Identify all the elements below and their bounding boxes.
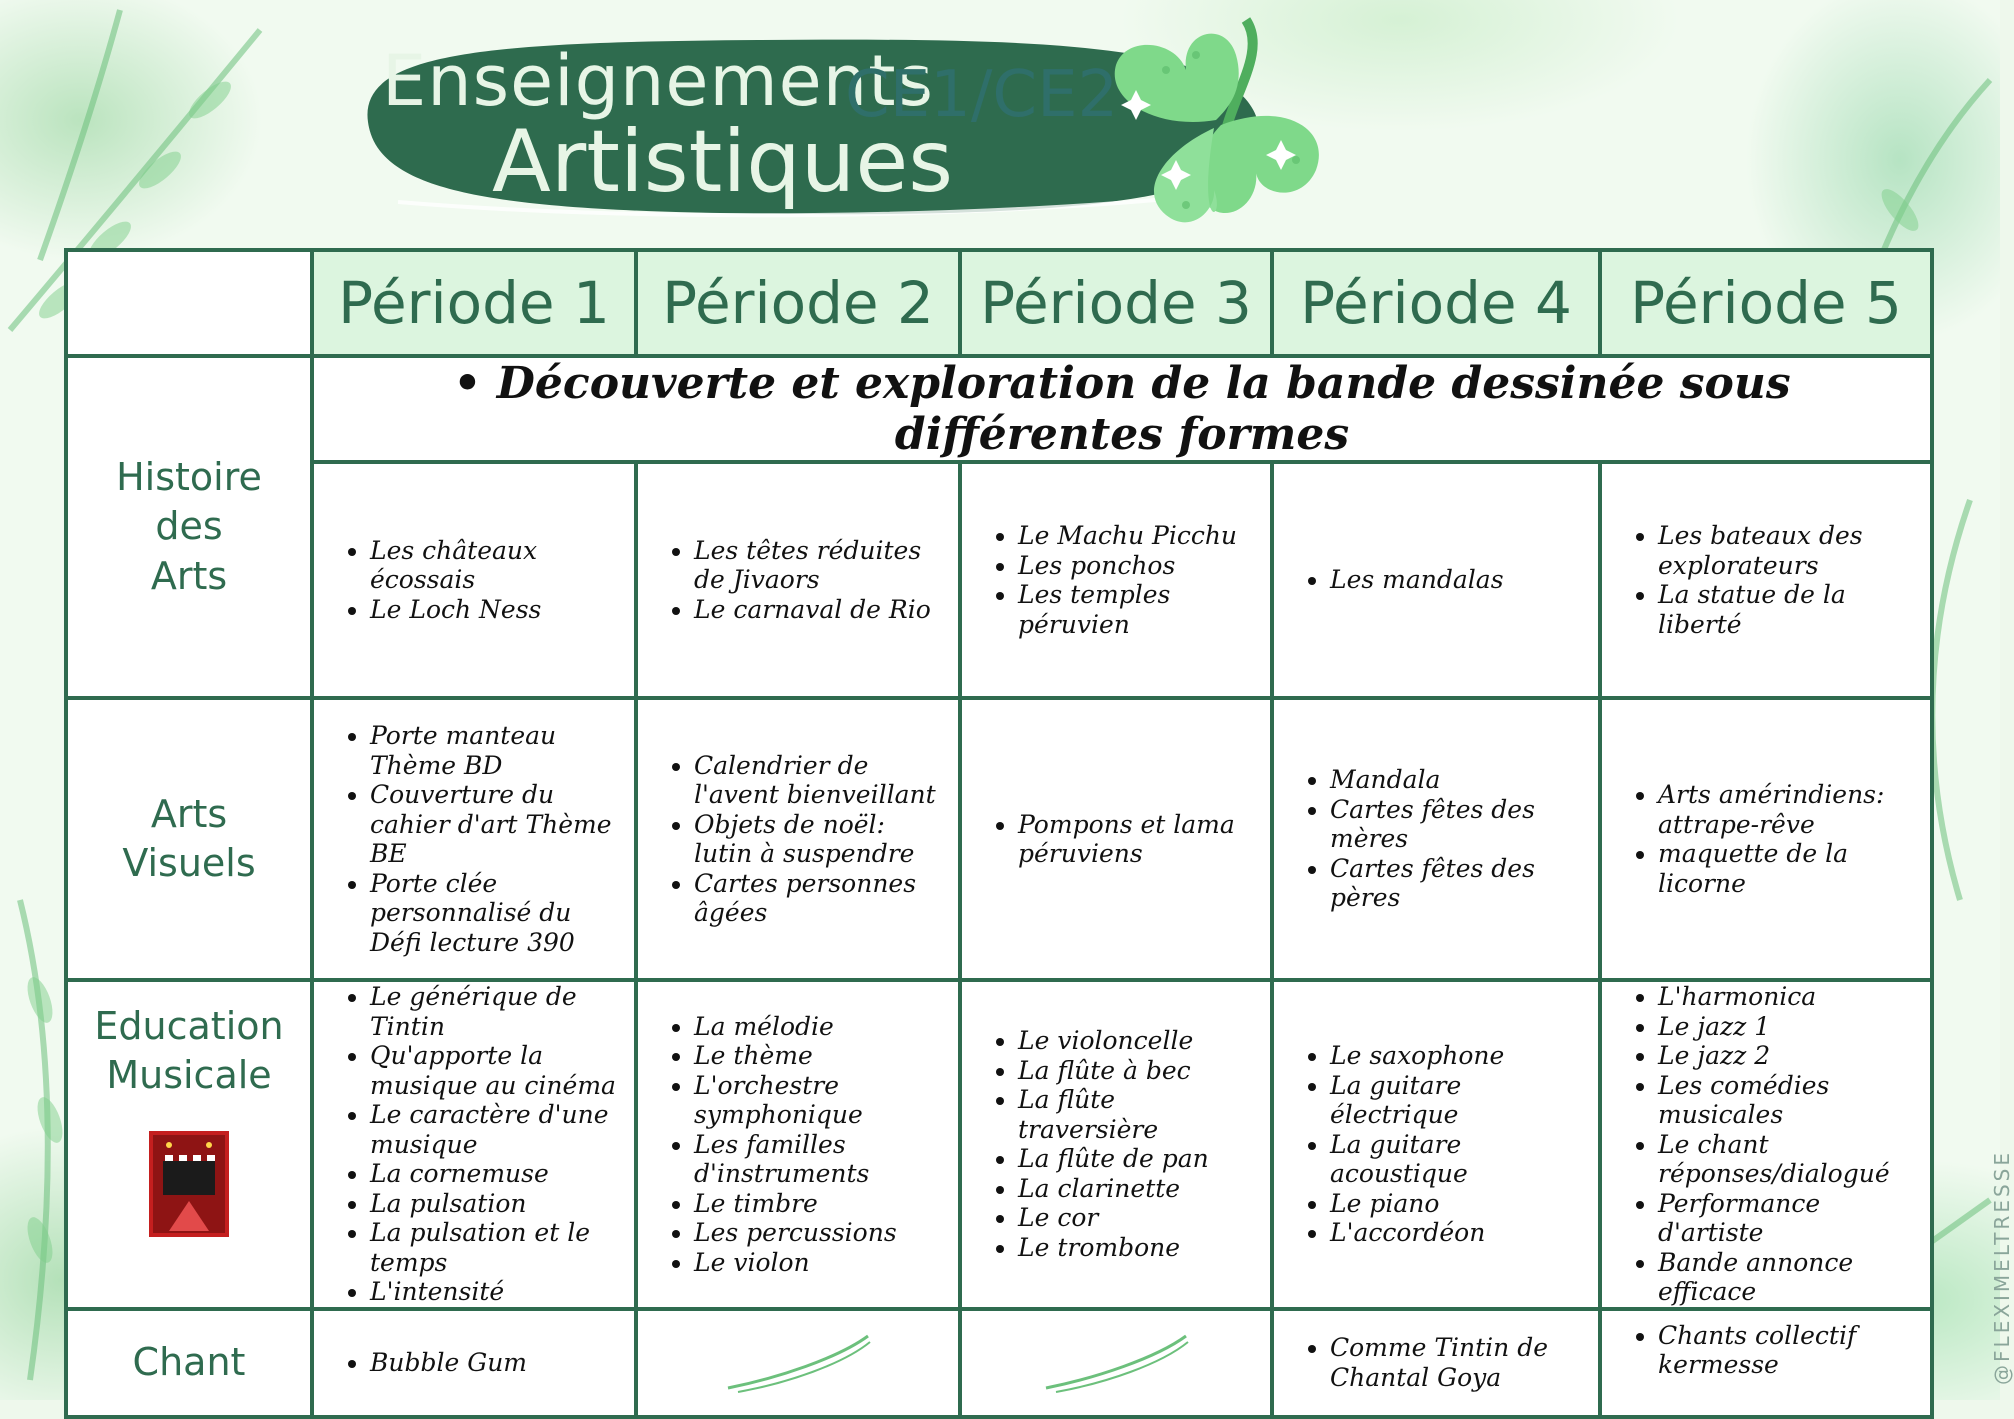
- bd-banner: [312, 356, 1932, 462]
- chant-row: [66, 1309, 1932, 1417]
- list-item: • La clarinette: [1018, 1174, 1260, 1204]
- list-item: • Comme Tintin de Chantal Goya: [1330, 1333, 1588, 1392]
- list-item: • Mandala: [1330, 765, 1588, 795]
- bd-banner-text: Découverte et exploration de la bande dessinée sous différentes formes: [496, 358, 1791, 460]
- arts-visuels-p2-cell: [636, 698, 960, 980]
- list-item: • Les ponchos: [1018, 551, 1260, 581]
- bullet-list: [314, 1348, 634, 1378]
- period-4-header: Période 4: [1272, 250, 1600, 356]
- list-item: • Le générique de Tintin: [370, 982, 624, 1041]
- list-item: • La mélodie: [694, 1012, 948, 1042]
- list-item: • Les comédies musicales: [1658, 1071, 1920, 1130]
- list-item: • Objets de noël: lutin à suspendre: [694, 810, 948, 869]
- bullet-list: [1274, 765, 1598, 913]
- list-item: • L'orchestre symphonique: [694, 1071, 948, 1130]
- list-item: • Bubble Gum: [370, 1348, 624, 1378]
- bullet: •: [453, 358, 497, 409]
- list-item: • Le piano: [1330, 1189, 1588, 1219]
- histoire-p5-cell: [1600, 462, 1932, 698]
- list-item: • La flûte à bec: [1018, 1056, 1260, 1086]
- education-musicale-p2-cell: [636, 980, 960, 1309]
- row-label-chant: [66, 1309, 312, 1417]
- list-item: • Le saxophone: [1330, 1041, 1588, 1071]
- bullet-list: [962, 810, 1270, 869]
- bullet-list: [962, 1026, 1270, 1262]
- page-title-line1: Enseignements: [382, 40, 934, 122]
- chant-p1-cell: [312, 1309, 636, 1417]
- period-header-row: [66, 250, 1932, 356]
- bullet-list: [1602, 982, 1930, 1307]
- list-item: • Les percussions: [694, 1218, 948, 1248]
- histoire-row: [66, 462, 1932, 698]
- list-item: • Les châteaux écossais: [370, 536, 624, 595]
- cinema-clapper-icon: [149, 1131, 229, 1237]
- list-item: • Le thème: [694, 1041, 948, 1071]
- list-item: • maquette de la licorne: [1658, 839, 1920, 898]
- education-musicale-p5-cell: [1600, 980, 1932, 1309]
- histoire-banner-row: [66, 356, 1932, 462]
- bullet-list: [1274, 1041, 1598, 1248]
- list-item: • Le carnaval de Rio: [694, 595, 948, 625]
- list-item: • Le jazz 1: [1658, 1012, 1920, 1042]
- bullet-list: [638, 1012, 958, 1278]
- list-item: • L'harmonica: [1658, 982, 1920, 1012]
- chant-p5-cell: [1600, 1309, 1932, 1417]
- list-item: • La cornemuse: [370, 1159, 624, 1189]
- arts-visuels-p1-cell: [312, 698, 636, 980]
- histoire-p4-cell: [1272, 462, 1600, 698]
- chant-p3-cell: [960, 1309, 1272, 1417]
- page-title-line2: Artistiques: [492, 112, 954, 212]
- arts-visuels-p5-cell: [1600, 698, 1932, 980]
- chant-p2-cell: [636, 1309, 960, 1417]
- arts-visuels-row: [66, 698, 1932, 980]
- row-label-line: Arts: [150, 791, 228, 836]
- list-item: • Les mandalas: [1330, 565, 1588, 595]
- list-item: • La guitare acoustique: [1330, 1130, 1588, 1189]
- row-label-education-musicale: [66, 980, 312, 1309]
- bullet-list: [1602, 521, 1930, 639]
- period-3-header: Période 3: [960, 250, 1272, 356]
- corner-cell: [66, 250, 312, 356]
- list-item: • Les bateaux des explorateurs: [1658, 521, 1920, 580]
- row-label-line: Education: [94, 1004, 284, 1048]
- row-label-line: Visuels: [122, 841, 256, 885]
- empty-cell-stroke-icon: [718, 1328, 878, 1398]
- education-musicale-p4-cell: [1272, 980, 1600, 1309]
- list-item: • Le Machu Picchu: [1018, 521, 1260, 551]
- list-item: • Cartes fêtes des mères: [1330, 795, 1588, 854]
- list-item: • Les temples péruvien: [1018, 580, 1260, 639]
- list-item: • Chants collectif kermesse: [1658, 1321, 1920, 1380]
- education-musicale-row: [66, 980, 1932, 1309]
- period-2-header: Période 2: [636, 250, 960, 356]
- list-item: • Le jazz 2: [1658, 1041, 1920, 1071]
- list-item: • Le cor: [1018, 1203, 1260, 1233]
- histoire-p2-cell: [636, 462, 960, 698]
- chant-p4-cell: [1272, 1309, 1600, 1417]
- bullet-list: [314, 982, 634, 1307]
- watermark: @FLEXIMELTRESSE: [1990, 1150, 2014, 1385]
- list-item: • Le Loch Ness: [370, 595, 624, 625]
- clover-icon: [1096, 10, 1336, 240]
- list-item: • Arts amérindiens: attrape-rêve: [1658, 780, 1920, 839]
- list-item: • Le caractère d'une musique: [370, 1100, 624, 1159]
- curriculum-table: [64, 248, 1934, 1419]
- bullet-list: [1274, 565, 1598, 595]
- bullet-list: [1602, 1321, 1930, 1380]
- arts-visuels-p3-cell: [960, 698, 1272, 980]
- bullet-list: [638, 751, 958, 928]
- bullet-list: [314, 721, 634, 957]
- list-item: • Le violon: [694, 1248, 948, 1278]
- period-5-header: Période 5: [1600, 250, 1932, 356]
- row-label-line: Musicale: [106, 1053, 272, 1098]
- bullet-list: [638, 536, 958, 625]
- list-item: • Performance d'artiste: [1658, 1189, 1920, 1248]
- histoire-p1-cell: [312, 462, 636, 698]
- education-musicale-p3-cell: [960, 980, 1272, 1309]
- bullet-list: [962, 521, 1270, 639]
- list-item: • Couverture du cahier d'art Thème BE: [370, 780, 624, 869]
- list-item: • Les familles d'instruments: [694, 1130, 948, 1189]
- list-item: • Cartes personnes âgées: [694, 869, 948, 928]
- list-item: • La flûte de pan: [1018, 1144, 1260, 1174]
- row-label-arts-visuels: [66, 698, 312, 980]
- list-item: • Les têtes réduites de Jivaors: [694, 536, 948, 595]
- list-item: • La guitare électrique: [1330, 1071, 1588, 1130]
- list-item: • Calendrier de l'avent bienveillant: [694, 751, 948, 810]
- list-item: • L'accordéon: [1330, 1218, 1588, 1248]
- list-item: • L'intensité: [370, 1277, 624, 1307]
- row-label-line: des: [155, 504, 223, 549]
- list-item: • Qu'apporte la musique au cinéma: [370, 1041, 624, 1100]
- list-item: • Cartes fêtes des pères: [1330, 854, 1588, 913]
- row-label-line: Arts: [150, 553, 228, 598]
- bullet-list: [1602, 780, 1930, 898]
- bullet-list: [1274, 1333, 1598, 1392]
- histoire-p3-cell: [960, 462, 1272, 698]
- period-1-header: Période 1: [312, 250, 636, 356]
- education-musicale-p1-cell: [312, 980, 636, 1309]
- list-item: • Porte clée personnalisé du Défi lecture 390: [370, 869, 624, 958]
- list-item: • Pompons et lama péruviens: [1018, 810, 1260, 869]
- list-item: • Le timbre: [694, 1189, 948, 1219]
- row-label-line: Histoire: [116, 454, 262, 499]
- empty-cell-stroke-icon: [1036, 1328, 1196, 1398]
- list-item: • La pulsation: [370, 1189, 624, 1219]
- list-item: • Le trombone: [1018, 1233, 1260, 1263]
- grade-level: CE1/CE2: [845, 58, 1119, 132]
- list-item: • Le violoncelle: [1018, 1026, 1260, 1056]
- list-item: • Bande annonce efficace: [1658, 1248, 1920, 1307]
- bullet-list: [314, 536, 634, 625]
- list-item: • Le chant réponses/dialogué: [1658, 1130, 1920, 1189]
- arts-visuels-p4-cell: [1272, 698, 1600, 980]
- row-label-line: Chant: [132, 1339, 246, 1384]
- list-item: • La statue de la liberté: [1658, 580, 1920, 639]
- list-item: • La pulsation et le temps: [370, 1218, 624, 1277]
- list-item: • La flûte traversière: [1018, 1085, 1260, 1144]
- row-label-histoire-des-arts: [66, 356, 312, 698]
- list-item: • Porte manteau Thème BD: [370, 721, 624, 780]
